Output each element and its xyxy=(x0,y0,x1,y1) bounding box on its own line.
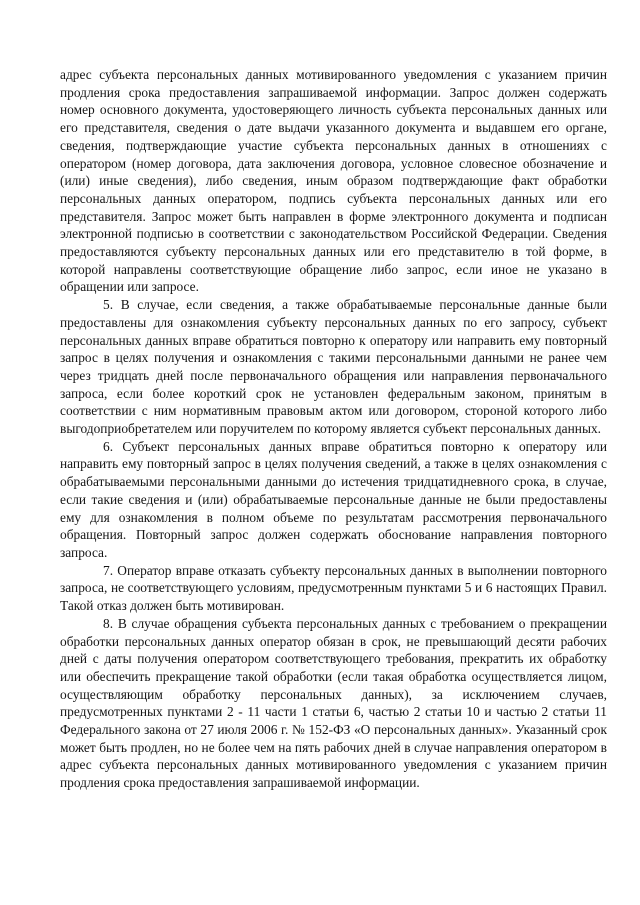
paragraph-7: 7. Оператор вправе отказать субъекту персональных данных в выполнении повторного запроса, не соответствующего условиям, предусмотренным пунктами 5 и 6 настоящих Правил. Такой отказ должен быть мотивирован. xyxy=(60,562,607,614)
paragraph-5: 5. В случае, если сведения, а также обрабатываемые персональные данные были предоставлены для ознакомления субъекту персональных данных по его запросу, субъект персональных данных вправе обратиться повторно к оператору или направить ему повторный запрос в целях получения и ознакомления с такими персональными данными не ранее чем через тридцать дней после первоначального обращения или направления первоначального запроса, если более короткий срок не установлен федеральным законом, принятым в соответствии с ним нормативным правовым актом или договором, стороной которого либо выгодоприобретателем или поручителем по которому является субъект персональных данных. xyxy=(60,297,607,437)
paragraph-8: 8. В случае обращения субъекта персональных данных с требованием о прекращении обработки персональных данных оператор обязан в срок, не превышающий десяти рабочих дней с даты получения оператором соответствующего требования, прекратить их обработку или обеспечить прекращение такой обработки (если такая обработка осуществляется лицом, осуществляющим обработку персональных данных), за исключением случаев, предусмотренных пунктами 2 - 11 части 1 статьи 6, частью 2 статьи 10 и частью 2 статьи 11 Федерального закона от 27 июля 2006 г. № 152-ФЗ «О персональных данных». Указанный срок может быть продлен, но не более чем на пять рабочих дней в случае направления оператором в адрес субъекта персональных данных мотивированного уведомления с указанием причин продления срока предоставления запрашиваемой информации. xyxy=(60,615,607,791)
document-page xyxy=(60,66,607,866)
paragraph-continuation: адрес субъекта персональных данных мотивированного уведомления с указанием причин продления срока предоставления запрашиваемой информации. Запрос должен содержать номер основного документа, удостоверяющего личность субъекта персональных данных или его представителя, сведения о дате выдачи указанного документа и выдавшем его органе, сведения, подтверждающие участие субъекта персональных данных в отношениях с оператором (номер договора, дата заключения договора, условное словесное обозначение и (или) иные сведения), либо сведения, иным образом подтверждающие факт обработки персональных данных оператором, подпись субъекта персональных данных или его представителя. Запрос может быть направлен в форме электронного документа и подписан электронной подписью в соответствии с законодательством Российской Федерации. Сведения предоставляются субъекту персональных данных или его представителю в той форме, в которой направлены соответствующие обращение либо запрос, если иное не указано в обращении или запросе. xyxy=(60,67,607,295)
paragraph-6: 6. Субъект персональных данных вправе обратиться повторно к оператору или направить ему повторный запрос в целях получения сведений, а также в целях ознакомления с обрабатываемыми персональными данными до истечения тридцатидневного срока, в случае, если такие сведения и (или) обрабатываемые персональные данные не были предоставлены ему для ознакомления в полном объеме по результатам рассмотрения первоначального обращения. Повторный запрос должен содержать обоснование направления повторного запроса. xyxy=(60,438,607,560)
